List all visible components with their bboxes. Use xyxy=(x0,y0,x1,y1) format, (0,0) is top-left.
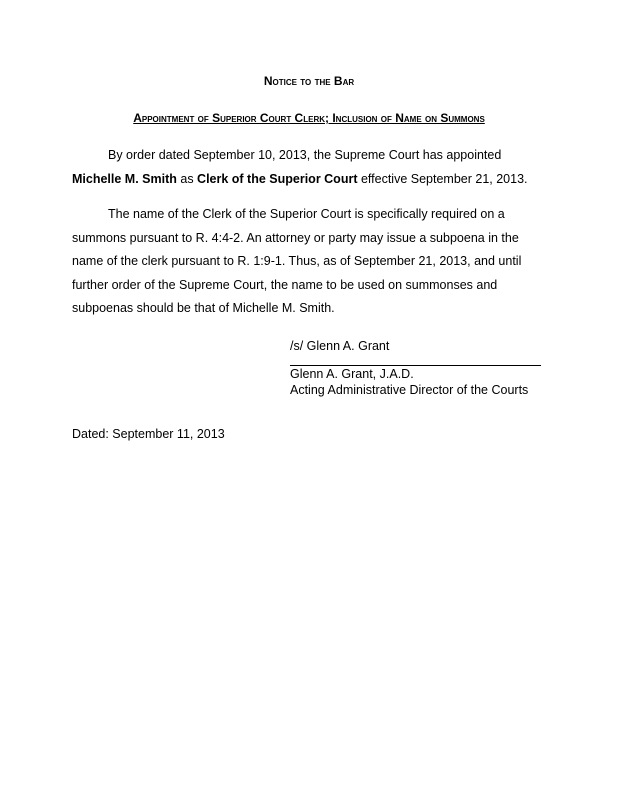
notice-subtitle: Appointment of Superior Court Clerk; Inclusion of Name on Summons xyxy=(133,111,485,125)
paragraph1-as: as xyxy=(176,171,198,186)
dated-line: Dated: September 11, 2013 xyxy=(72,427,225,441)
summons-paragraph xyxy=(72,203,552,321)
paragraph1-effective: effective September 21, 2013. xyxy=(357,171,528,186)
appointment-paragraph xyxy=(72,144,552,191)
paragraph2-text: The name of the Clerk of the Superior Court is specifically required on a summons pursuant to R. 4:4-2. An attorney or party may issue a subpoena in the name of the clerk pursuant to R. 1:9-1. Thus, as of September 21, 2013, and until further order of the Supreme Court, the name to be used on summonses and subpoenas should be that of Michelle M. Smith. xyxy=(72,207,522,315)
signature-line xyxy=(290,365,541,366)
appointed-position: Clerk of the Superior Court xyxy=(197,171,358,186)
paragraph1-intro: By order dated September 10, 2013, the Supreme Court has appointed xyxy=(108,148,502,162)
signatory-name: Glenn A. Grant, J.A.D. xyxy=(290,367,414,381)
appointee-name: Michelle M. Smith xyxy=(72,171,177,186)
signature-signed: /s/ Glenn A. Grant xyxy=(290,339,390,353)
notice-title: Notice to the Bar xyxy=(263,74,355,88)
signatory-title: Acting Administrative Director of the Courts xyxy=(290,383,529,397)
